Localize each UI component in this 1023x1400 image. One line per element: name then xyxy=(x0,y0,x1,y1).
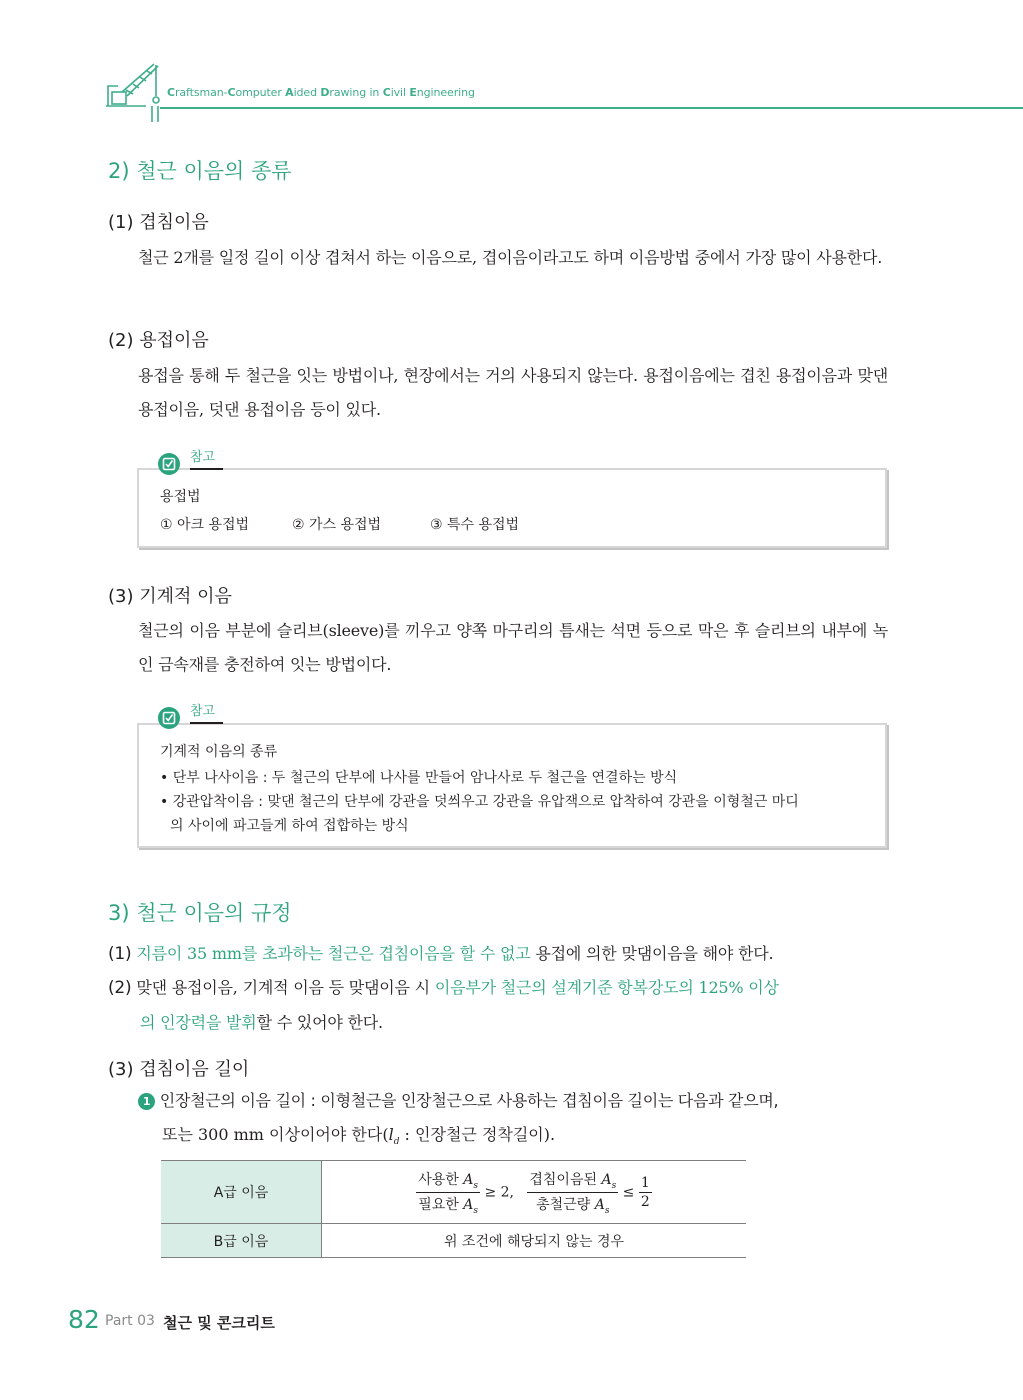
crane-logo-icon xyxy=(106,60,166,124)
math-operator: ≥ 2, xyxy=(484,1184,515,1200)
note-item: ① 아크 용접법 xyxy=(160,517,250,533)
rule-highlight: 의 인장력을 발휘 xyxy=(140,1013,257,1032)
note-box xyxy=(137,468,887,548)
fraction-numerator-text: 사용한 xyxy=(418,1171,459,1188)
math-subscript: d xyxy=(393,1137,400,1148)
math-symbol: l xyxy=(388,1125,394,1144)
subsection-title: (1) 겹침이음 xyxy=(108,212,209,233)
math-subscript: s xyxy=(611,1180,617,1191)
body-paragraph: 철근 2개를 일정 길이 이상 겹쳐서 하는 이음으로, 겹이음이라고도 하며 이음방법 중에서 가장 많이 사용한다. xyxy=(138,248,883,267)
rule-item xyxy=(108,941,898,964)
math-subscript: s xyxy=(473,1205,479,1216)
math-symbol: A xyxy=(601,1171,612,1188)
note-bullet: • 강관압착이음 : 맞댄 철근의 단부에 강관을 덧씌우고 강관을 유압잭으로 압착하여 강관을 이형철근 마디 xyxy=(160,794,799,810)
numbered-item xyxy=(138,1088,898,1111)
note-label: 참고 xyxy=(190,700,223,724)
note-bullet-continuation: 의 사이에 파고들게 하여 접합하는 방식 xyxy=(170,818,409,834)
section-heading: 2) 철근 이음의 종류 xyxy=(108,159,292,183)
note-box xyxy=(137,723,887,848)
table-row xyxy=(161,1161,746,1224)
subsection-title: (2) 용접이음 xyxy=(108,330,209,351)
checkbox-icon xyxy=(158,707,180,729)
note-title: 용접법 xyxy=(160,489,201,505)
chapter-title: 철근 및 콘크리트 xyxy=(163,1314,275,1332)
table-cell: 위 조건에 해당되지 않는 경우 xyxy=(322,1224,747,1258)
fraction xyxy=(416,1169,480,1216)
page-number: 82 xyxy=(68,1305,100,1334)
math-subscript: s xyxy=(473,1180,479,1191)
note-bullet: • 단부 나사이음 : 두 철근의 단부에 나사를 만들어 암나사로 두 철근을 연결하는 방식 xyxy=(160,770,678,786)
rule-highlight: 이음부가 철근의 설계기준 항복강도의 125% 이상 xyxy=(434,978,779,997)
table-row-header: B급 이음 xyxy=(161,1224,322,1258)
math-symbol: A xyxy=(594,1196,605,1213)
header-rule xyxy=(160,107,1023,109)
rule-text: 맞댄 용접이음, 기계적 이음 등 맞댐이음 시 xyxy=(136,978,435,997)
fraction xyxy=(527,1169,618,1216)
fraction-denominator-text: 필요한 xyxy=(418,1196,459,1213)
table-row-header: A급 이음 xyxy=(161,1161,322,1224)
rule-text: 할 수 있어야 한다. xyxy=(256,1013,383,1032)
table-row xyxy=(161,1224,746,1258)
subsection-title: (3) 기계적 이음 xyxy=(108,586,232,607)
rule-item xyxy=(108,975,898,998)
item-text: 또는 300 mm 이상이어야 한다( xyxy=(162,1125,389,1144)
item-text: : 인장철근 정착길이). xyxy=(399,1125,556,1144)
rule-text: 용접에 의한 맞댐이음을 해야 한다. xyxy=(530,944,774,963)
note-label: 참고 xyxy=(190,446,223,470)
rule-number: (1) xyxy=(108,944,132,964)
part-label: Part 03 xyxy=(105,1313,155,1329)
math-symbol: A xyxy=(463,1196,474,1213)
section-heading: 3) 철근 이음의 규정 xyxy=(108,901,292,925)
rule-number: (2) xyxy=(108,978,132,998)
fraction-denominator: 2 xyxy=(640,1193,650,1210)
note-tab xyxy=(158,452,223,476)
body-paragraph: 용접을 통해 두 철근을 잇는 방법이나, 현장에서는 거의 사용되지 않는다. 용접이음에는 겹친 용접이음과 맞댄 용접이음, 덧댄 용접이음 등이 있다. xyxy=(138,366,888,419)
body-paragraph: 철근의 이음 부분에 슬리브(sleeve)를 끼우고 양쪽 마구리의 틈새는 석면 등으로 막은 후 슬리브의 내부에 녹인 금속재를 충전하여 잇는 방법이다. xyxy=(138,621,888,674)
running-header-title: Craftsman-Computer Aided Drawing in Civil Engineering xyxy=(167,86,475,99)
note-item: ③ 특수 용접법 xyxy=(430,517,520,533)
note-item: ② 가스 용접법 xyxy=(292,517,382,533)
item-number-badge: 1 xyxy=(138,1093,155,1110)
checkbox-icon xyxy=(158,453,180,475)
note-title: 기계적 이음의 종류 xyxy=(160,744,278,760)
rule-highlight: 지름이 35 mm를 초과하는 철근은 겹침이음을 할 수 없고 xyxy=(136,944,531,963)
note-tab xyxy=(158,706,223,730)
fraction-numerator: 1 xyxy=(640,1174,650,1191)
rule-continuation xyxy=(140,1010,383,1033)
math-symbol: A xyxy=(463,1171,474,1188)
fraction xyxy=(639,1175,652,1210)
math-operator: ≤ xyxy=(622,1184,635,1200)
lap-splice-class-table xyxy=(161,1160,746,1258)
item-continuation xyxy=(162,1122,555,1147)
fraction-denominator-text: 총철근량 xyxy=(536,1196,591,1213)
item-text: 인장철근의 이음 길이 : 이형철근을 인장철근으로 사용하는 겹침이음 길이는 다음과 같으며, xyxy=(159,1091,779,1110)
math-subscript: s xyxy=(604,1205,610,1216)
subsection-title: (3) 겹침이음 길이 xyxy=(108,1059,250,1080)
fraction-numerator-text: 겹침이음된 xyxy=(529,1171,597,1188)
table-cell-formula xyxy=(322,1161,747,1224)
